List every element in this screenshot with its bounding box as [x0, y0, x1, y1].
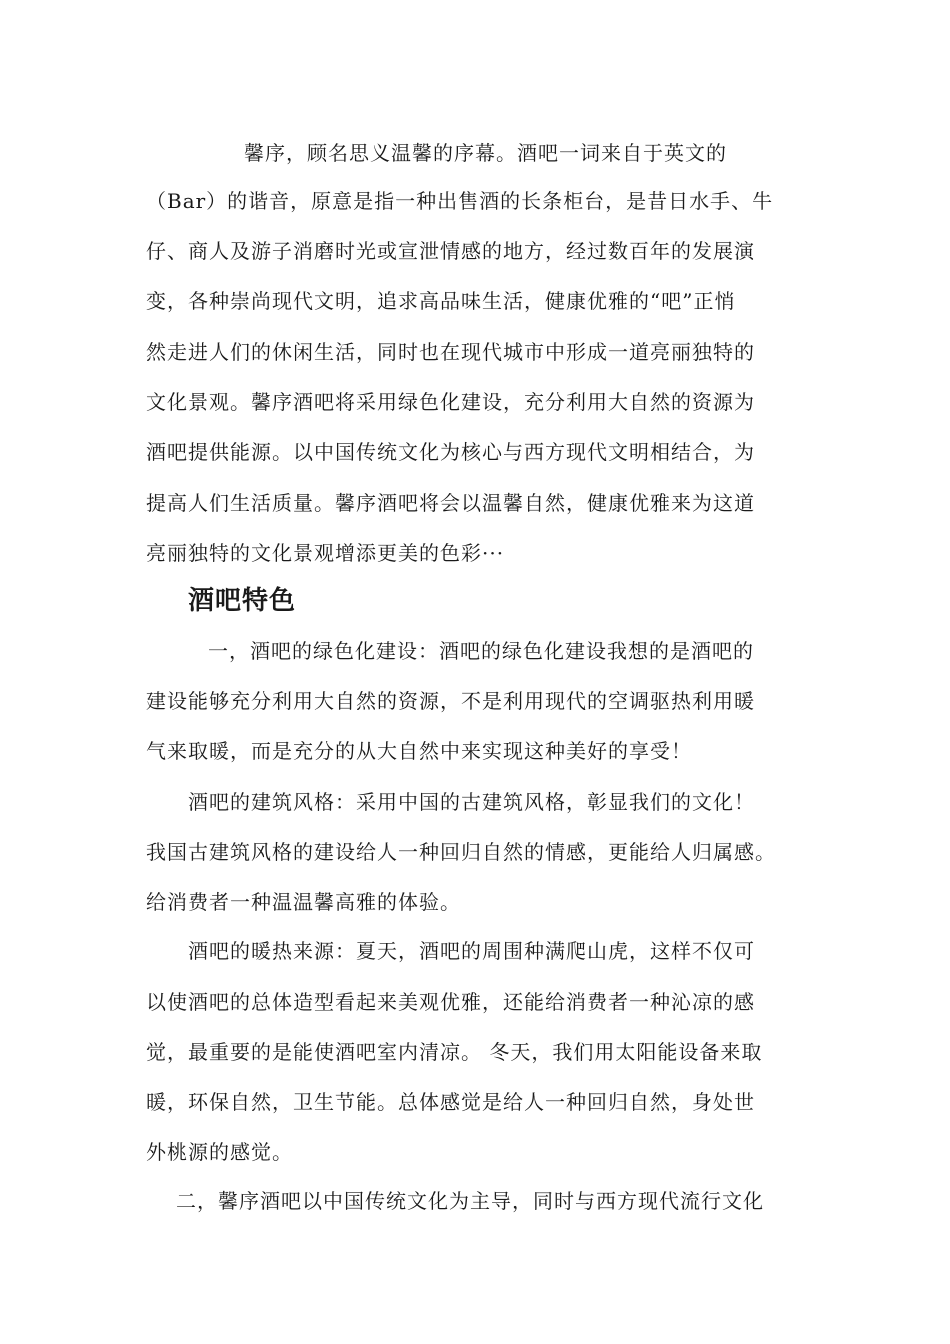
- culture-line: 二，馨序酒吧以中国传统文化为主导，同时与西方现代流行文化: [176, 1189, 764, 1213]
- intro-line: 亮丽独特的文化景观增添更美的色彩···: [146, 541, 505, 565]
- intro-line: 仔、商人及游子消磨时光或宣泄情感的地方，经过数百年的发展演: [146, 239, 755, 263]
- intro-line: 酒吧提供能源。以中国传统文化为核心与西方现代文明相结合，为: [146, 440, 755, 464]
- intro-line: 然走进人们的休闲生活，同时也在现代城市中形成一道亮丽独特的: [146, 340, 755, 364]
- section-heading: 酒吧特色: [188, 586, 297, 616]
- intro-line: 变，各种崇尚现代文明，追求高品味生活，健康优雅的“吧”正悄: [146, 289, 736, 313]
- heating-line: 酒吧的暖热来源：夏天，酒吧的周围种满爬山虎，这样不仅可: [188, 939, 755, 963]
- heating-line: 暖，环保自然，卫生节能。总体感觉是给人一种回归自然，身处世: [146, 1090, 755, 1114]
- architecture-line: 我国古建筑风格的建设给人一种回归自然的情感，更能给人归属感。: [146, 840, 776, 864]
- intro-line: 文化景观。馨序酒吧将采用绿色化建设，充分利用大自然的资源为: [146, 390, 755, 414]
- green-line: 建设能够充分利用大自然的资源，不是利用现代的空调驱热利用暖: [146, 689, 755, 713]
- architecture-line: 给消费者一种温温馨高雅的体验。: [146, 890, 461, 914]
- intro-line: （Bar）的谐音，原意是指一种出售酒的长条柜台，是昔日水手、牛: [146, 189, 774, 213]
- heating-line: 外桃源的感觉。: [146, 1140, 293, 1164]
- architecture-line: 酒吧的建筑风格：采用中国的古建筑风格，彰显我们的文化！: [188, 790, 755, 814]
- green-line: 一，酒吧的绿色化建设：酒吧的绿色化建设我想的是酒吧的: [208, 639, 754, 663]
- green-line: 气来取暖，而是充分的从大自然中来实现这种美好的享受！: [146, 739, 692, 763]
- intro-line: 提高人们生活质量。馨序酒吧将会以温馨自然，健康优雅来为这道: [146, 491, 755, 515]
- intro-line: 馨序，顾名思义温馨的序幕。酒吧一词来自于英文的: [244, 141, 727, 165]
- heating-line: 以使酒吧的总体造型看起来美观优雅，还能给消费者一种沁凉的感: [146, 990, 755, 1014]
- heating-line: 觉，最重要的是能使酒吧室内清凉。 冬天，我们用太阳能设备来取: [146, 1040, 763, 1064]
